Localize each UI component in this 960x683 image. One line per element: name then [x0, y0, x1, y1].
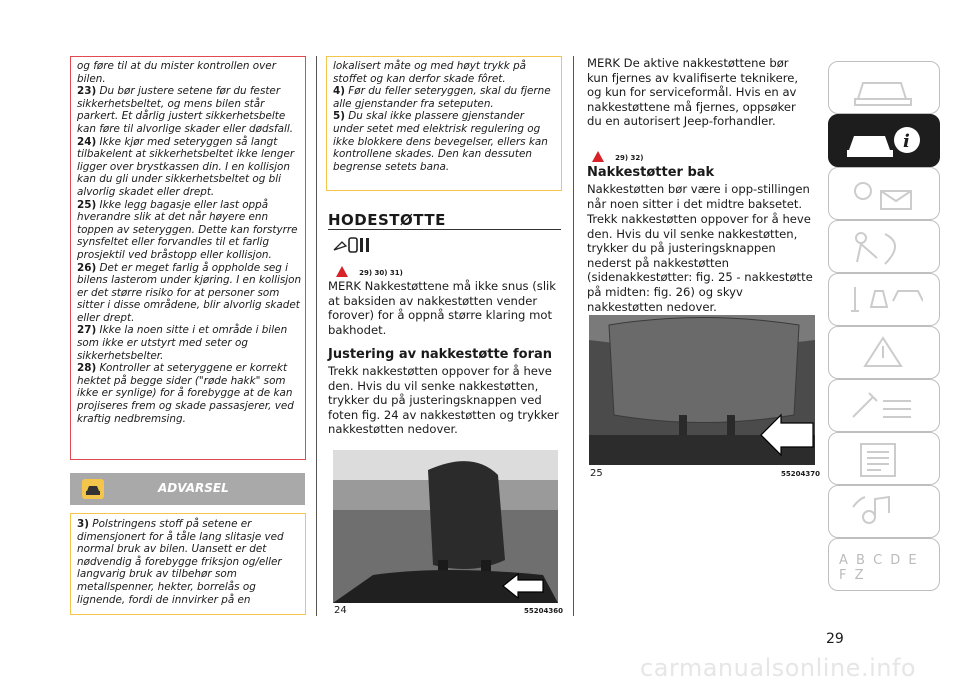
column-2-notes: lokalisert måte og med høyt trykk på stoffet og kan derfor skade fôret. 4) Før du feller seteryggen, skal du fjerne alle gjenstander fra seteputen. 5) Du skal ikke plassere gjenstander under setet med elektrisk regulering og ikke blokkere dens bevegelser, ellers kan kontrollene skades. Den kan dessuten begrense setets bana.	[333, 60, 555, 173]
note-item: 23) Du bør justere setene før du fester sikkerhetsbeltet, og mens bilen står parkert. Et dårlig justert sikkerhetsbelte kan føre til alvorlige skader eller dødsfall.	[77, 85, 294, 135]
car-info-icon	[843, 122, 923, 162]
column-1-notes	[77, 60, 303, 425]
warning-text: 3) Polstringens stoff på setene er dimensjonert for å tåle lang slitasje ved normal bruk av bilen. Uansett er det nødvendig å forebygge friksjon og/eller langvarig bruk av tilbehør som metallspenner, hekter, borrelås og lignende, fordi de innvirker på en	[77, 518, 284, 606]
column-divider	[316, 56, 317, 616]
watermark: carmanualsonline.info	[640, 654, 917, 682]
body-paragraph-rear-2: Trekk nakkestøtten oppover for å heve den. Hvis du vil senke nakkestøtten, trykker du på justeringsknappen nederst på nakkestøtten (sidenakkestøtter: fig. 25 - nakkestøtte på midten: fig. 26) og skyv nakkestøtten nedover.	[587, 212, 813, 314]
svg-text:i: i	[903, 131, 910, 152]
multimedia-icon	[843, 493, 923, 533]
tab-car-info[interactable]	[828, 114, 940, 167]
warning-title: ADVARSEL	[158, 481, 229, 495]
car-dashboard-icon	[843, 69, 923, 109]
note-item: 27) Ikke la noen sitte i et område i bilen som ikke er utstyrt med seter og sikkerhetsbelter.	[77, 324, 288, 362]
intro-text: og føre til at du mister kontrollen over bilen.	[77, 60, 276, 85]
rear-headrest-photo-illustration	[589, 315, 815, 465]
refs-row: 29) 30) 31)	[336, 260, 403, 279]
note-item: 28) Kontroller at seteryggene er korrekt hektet på begge sider ("røde hakk" som ikke er synlige) for å forebygge at de kan projiseres frem og skade passasjerer, ved kraftig nedbremsing.	[77, 362, 294, 425]
tab-starting[interactable]	[828, 273, 940, 326]
column-divider	[573, 56, 574, 616]
warning-header-bar	[70, 473, 305, 505]
lights-mail-icon	[843, 175, 923, 215]
warning-triangle-icon	[336, 266, 348, 277]
technical-data-icon	[843, 440, 923, 480]
headrest-icon	[332, 236, 374, 256]
tab-maintenance[interactable]	[828, 379, 940, 432]
tab-index[interactable]	[828, 538, 940, 591]
tab-technical-data[interactable]	[828, 432, 940, 485]
tab-emergency[interactable]	[828, 326, 940, 379]
body-paragraph: Trekk nakkestøtten oppover for å heve den. Hvis du vil senke nakkestøtten, trykker du på justeringsknappen ved foten fig. 24 av nakkestøtten og trykker nakkestøtten nedover.	[328, 364, 559, 437]
warning-triangle-icon	[592, 151, 604, 162]
figure-25-photo	[589, 315, 815, 465]
figure-24-photo	[333, 450, 558, 603]
note-item: 4) Før du feller seteryggen, skal du fjerne alle gjenstander fra seteputen.	[333, 85, 551, 110]
note-item: 26) Det er meget farlig å oppholde seg i bilens lasterom under kjøring. I en kollisjon er det større risiko for at personer som sitter i disse områdene, blir alvorlig skadet eller drept.	[77, 261, 302, 324]
note-item: 24) Ikke kjør med seteryggen så langt tilbakelent at sikkerhetsbeltet ikke lenger ligger over brystkassen din. I en kollisjon kan du gli under sikkerhetsbeltet og bli alvorlig skadet eller drept.	[77, 135, 295, 198]
airbag-person-icon	[843, 228, 923, 268]
tab-safety[interactable]	[828, 220, 940, 273]
refs-row-2: 29) 32)	[592, 145, 643, 164]
figure-25-number: 25	[590, 468, 603, 479]
section-heading: HODESTØTTE	[328, 211, 446, 229]
figure-25-code: 55204370	[781, 470, 820, 478]
page-number: 29	[826, 631, 844, 647]
body-paragraph-rear-1: Nakkestøtten bør være i opp-stillingen når noen sitter i det midtre baksetet.	[587, 182, 810, 211]
maintenance-tools-icon	[843, 387, 923, 427]
note-paragraph: MERK Nakkestøttene må ikke snus (slik at baksiden av nakkestøtten vender forover) for å oppnå større klaring mot bakhodet.	[328, 279, 556, 337]
heading-rule	[328, 229, 561, 230]
note-item: 5) Du skal ikke plassere gjenstander under setet med elektrisk regulering og ikke blokkere dens bevegelser, ellers kan kontrollene skades. Den kan dessuten begrense setets bana.	[333, 110, 548, 173]
note-item: 25) Ikke legg bagasje eller last oppå hverandre slik at det når høyere enn toppen av seteryggen. Dette kan forstyrre synsfeltet eller forvandles til et farlig prosjektil ved bråstopp eller kollisjon.	[77, 198, 298, 261]
subheading: Justering av nakkestøtte foran	[328, 347, 553, 362]
headrest-photo-illustration	[333, 450, 558, 603]
tab-multimedia[interactable]	[828, 485, 940, 538]
subheading-rear: Nakkestøtter bak	[587, 165, 715, 180]
tab-lights[interactable]	[828, 167, 940, 220]
tab-dashboard[interactable]	[828, 61, 940, 114]
warning-car-icon	[82, 479, 104, 499]
figure-24-number: 24	[334, 605, 347, 616]
emergency-triangle-icon	[843, 334, 923, 374]
figure-24-code: 55204360	[524, 607, 563, 615]
merk-note: MERK De aktive nakkestøttene bør kun fjernes av kvalifiserte teknikere, og kun for serviceformål. Hvis en av nakkestøttene må fjernes, oppsøker du en autorisert Jeep-forhandler.	[587, 56, 799, 129]
car-start-icon	[843, 281, 923, 321]
index-letters-icon: A B C D E F Z	[839, 553, 919, 583]
